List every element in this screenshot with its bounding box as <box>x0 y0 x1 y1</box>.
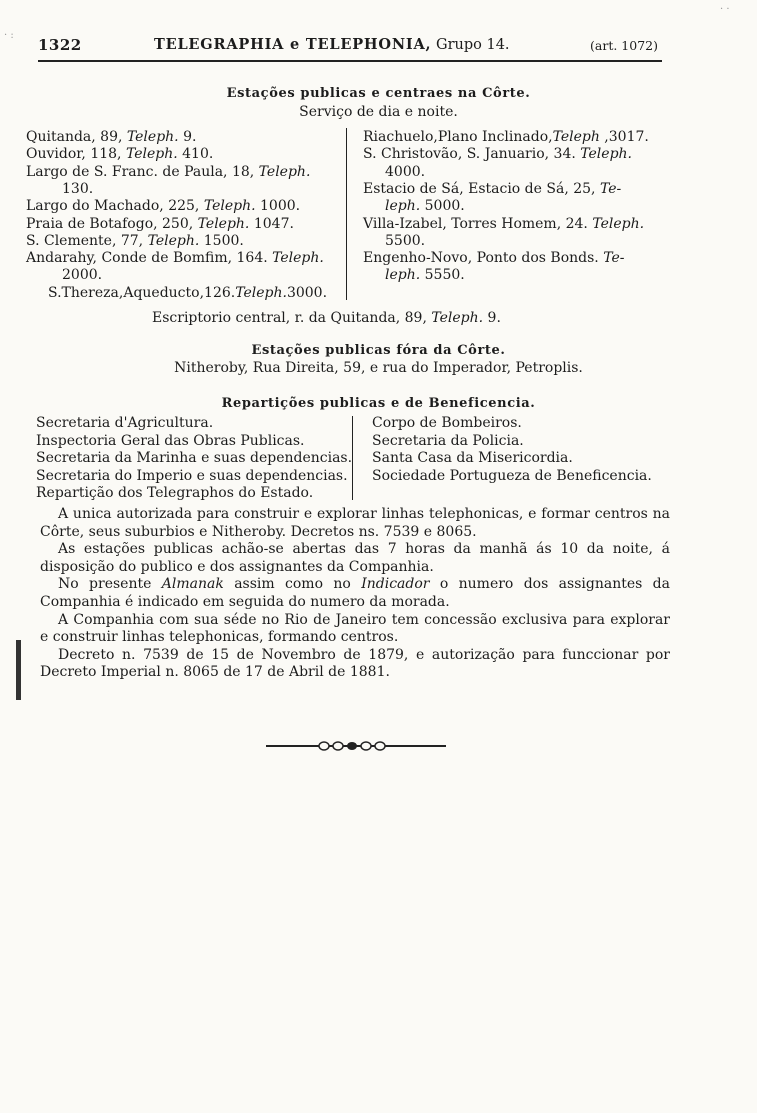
running-title-bold: TELEGRAPHIA e TELEPHONIA, <box>154 36 432 53</box>
notes-block <box>40 506 670 682</box>
station-left-9: 2000. <box>62 267 103 284</box>
article-reference: (art. 1072) <box>590 38 658 53</box>
station-left-7: S. Clemente, 77, Teleph. 1500. <box>26 232 244 249</box>
running-title <box>154 36 510 53</box>
station-left-8: Andarahy, Conde de Bomfim, 164. Teleph. <box>26 250 324 267</box>
note-paragraph-5: Decreto n. 7539 de 15 de Novembro de 1879, e autorização para funccionar por Decreto Imperial n. 8065 de 17 de Abril de 1881. <box>40 646 670 681</box>
office-left-4: Secretaria do Imperio e suas dependencias. <box>36 467 348 484</box>
section-title-reparticoes: Repartições publicas e de Beneficencia. <box>221 396 536 411</box>
station-right-1: Riachuelo,Plano Inclinado,Teleph ,3017. <box>363 129 649 145</box>
running-title-group: Grupo 14. <box>431 37 510 53</box>
speck-top-left: · : <box>4 30 14 41</box>
section-title-fora-corte: Estações publicas fóra da Côrte. <box>251 343 506 358</box>
station-left-5: Largo do Machado, 225, Teleph. 1000. <box>26 198 301 215</box>
column-divider-2 <box>352 416 353 500</box>
central-office-number: 9. <box>483 310 501 326</box>
section-subtitle-servico: Serviço de dia e noite. <box>299 104 458 120</box>
central-office-teleph: Teleph. <box>431 310 484 326</box>
station-left-2: Ouvidor, 118, Teleph. 410. <box>26 146 214 163</box>
office-right-1: Corpo de Bombeiros. <box>372 415 522 431</box>
office-right-3: Santa Casa da Misericordia. <box>372 450 573 466</box>
station-right-4: Estacio de Sá, Estacio de Sá, 25, Te- <box>363 180 622 197</box>
station-left-3: Largo de S. Franc. de Paula, 18, Teleph. <box>26 163 311 180</box>
note-paragraph-3: No presente Almanak assim como no Indicador o numero dos assignantes da Companhia é indicado em seguida do numero da morada. <box>40 576 670 610</box>
office-left-2: Inspectoria Geral das Obras Publicas. <box>36 432 305 449</box>
speck-top-right: · · <box>720 4 730 15</box>
almanak-title: Almanak <box>161 576 224 593</box>
station-right-3: 4000. <box>385 163 426 180</box>
office-right-2: Secretaria da Policia. <box>372 432 524 449</box>
note-paragraph-2: As estações publicas achão-se abertas das 7 horas da manhã ás 10 da noite, á disposição do publico e dos assignantes da Companhia. <box>40 541 670 575</box>
station-right-6: Villa-Izabel, Torres Homem, 24. Teleph. <box>363 215 645 232</box>
column-divider <box>346 128 347 300</box>
station-right-8: Engenho-Novo, Ponto dos Bonds. Te- <box>363 250 625 267</box>
page-number: 1322 <box>38 36 82 54</box>
office-left-1: Secretaria d'Agricultura. <box>36 415 214 431</box>
station-left-6: Praia de Botafogo, 250, Teleph. 1047. <box>26 215 294 232</box>
office-left-3: Secretaria da Marinha e suas dependencias. <box>36 450 353 466</box>
central-office-line <box>152 309 501 327</box>
station-left-10: S.Thereza,Aqueducto,126.Teleph.3000. <box>48 284 328 301</box>
station-right-9: leph. 5550. <box>385 267 465 284</box>
page-header <box>38 34 662 62</box>
station-right-2: S. Christovão, S. Januario, 34. Teleph. <box>363 146 632 163</box>
indicador-title: Indicador <box>361 576 430 593</box>
note-paragraph-4: A Companhia com sua séde no Rio de Janeiro tem concessão exclusiva para explorar e construir linhas telephonicas, formando centros. <box>40 611 670 646</box>
nitheroy-address: Nitheroby, Rua Direita, 59, e rua do Imperador, Petroplis. <box>174 360 583 376</box>
note-paragraph-1: A unica autorizada para construir e explorar linhas telephonicas, e formar centros na Côrte, seus suburbios e Nitheroby. Decretos ns. 7539 e 8065. <box>40 506 670 540</box>
office-left-5: Repartição dos Telegraphos do Estado. <box>36 485 314 501</box>
station-right-5: leph. 5000. <box>385 198 465 215</box>
central-office-text: Escriptorio central, r. da Quitanda, 89, <box>152 310 432 326</box>
margin-ink-mark <box>16 640 21 700</box>
section-title-estacoes-corte: Estações publicas e centraes na Côrte. <box>226 86 531 101</box>
office-right-4: Sociedade Portugueza de Beneficencia. <box>372 467 652 484</box>
station-right-7: 5500. <box>385 232 426 249</box>
station-left-4: 130. <box>62 180 94 197</box>
ornament-divider <box>266 740 446 752</box>
station-left-1: Quitanda, 89, Teleph. 9. <box>26 129 197 145</box>
